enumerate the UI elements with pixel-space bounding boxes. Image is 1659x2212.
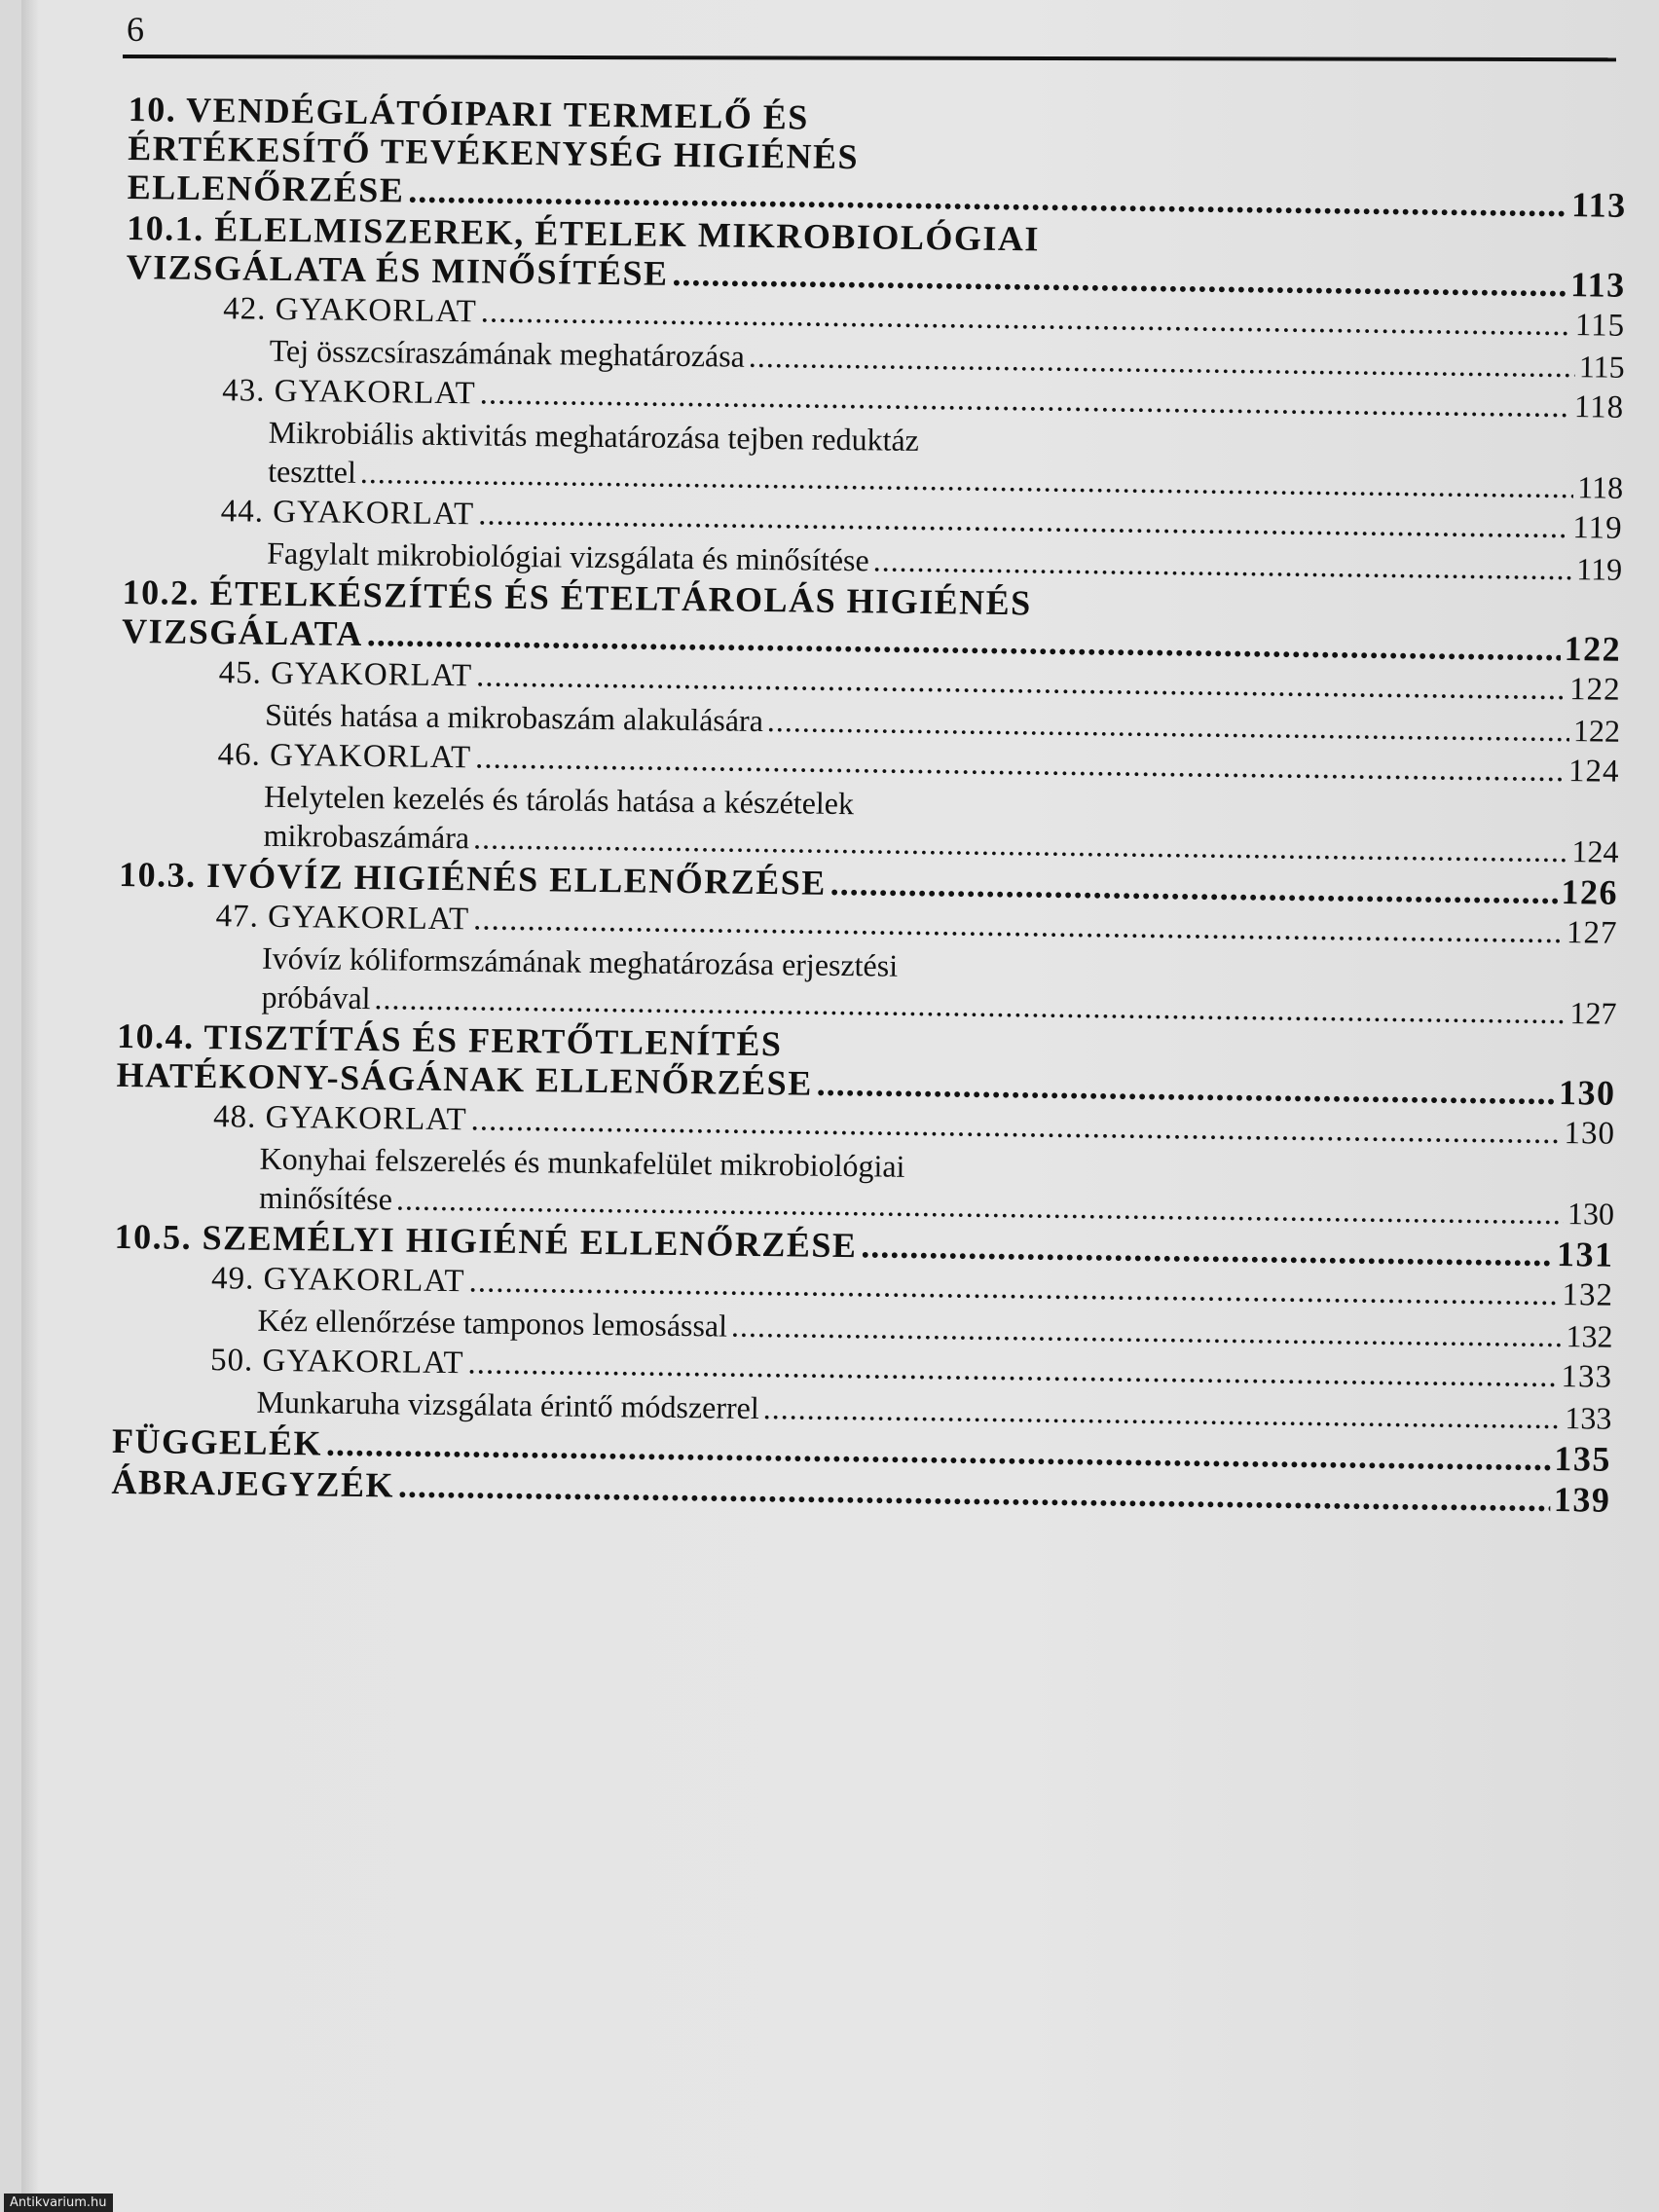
table-of-contents: [111, 90, 1628, 1522]
toc-page-number: 122: [1572, 713, 1621, 749]
toc-entry-label: 42. GYAKORLAT: [223, 291, 477, 330]
toc-text-line: Mikrobiális aktivitás meghatározása tejben reduktáz: [268, 414, 920, 458]
toc-entry-label: mikrobaszámára: [263, 817, 470, 856]
toc-page-number: 127: [1566, 915, 1618, 951]
toc-text-line: ÉRTÉKESÍTŐ TEVÉKENYSÉG HIGIÉNÉS: [128, 128, 860, 177]
toc-page-number: 113: [1569, 265, 1626, 305]
toc-page-number: 115: [1578, 349, 1625, 385]
toc-page-number: 139: [1553, 1479, 1611, 1520]
toc-page-number: 132: [1562, 1277, 1614, 1313]
toc-page-number: 132: [1566, 1318, 1613, 1354]
dot-leader: [872, 540, 1572, 588]
toc-page-number: 135: [1554, 1438, 1612, 1479]
toc-entry-label: Munkaruha vizsgálata érintő módszerrel: [256, 1383, 759, 1426]
toc-entry-label: VIZSGÁLATA: [121, 610, 364, 653]
toc-entry-label: 49. GYAKORLAT: [210, 1261, 465, 1300]
toc-text-line: 10.1. ÉLELMISZEREK, ÉTELEK MIKROBIOLÓGIAI: [127, 207, 1041, 259]
toc-entry-label: 43. GYAKORLAT: [222, 373, 476, 412]
toc-entry-label: 44. GYAKORLAT: [220, 494, 475, 533]
toc-page-number: 113: [1570, 185, 1627, 225]
toc-entry-label: 45. GYAKORLAT: [218, 655, 473, 694]
toc-text-line: 10. VENDÉGLÁTÓIPARI TERMELŐ ÉS: [128, 90, 810, 137]
toc-entry-label: 10.3. IVÓVÍZ HIGIÉNÉS ELLENŐRZÉSE: [118, 854, 828, 903]
toc-entry-label: 47. GYAKORLAT: [215, 899, 470, 938]
toc-entry-label: 46. GYAKORLAT: [217, 737, 472, 776]
toc-page-number: 126: [1561, 872, 1619, 912]
toc-text-line: Ivóvíz kóliformszámának meghatározása erjesztési: [261, 940, 899, 983]
page-number: 6: [127, 10, 144, 49]
dot-leader: [861, 1226, 1553, 1273]
toc-entry-label: Sütés hatása a mikrobaszám alakulására: [264, 696, 764, 739]
toc-entry-label: 48. GYAKORLAT: [212, 1099, 467, 1138]
toc-page-number: 130: [1567, 1196, 1615, 1232]
toc-entry-label: Tej összcsíraszámának meghatározása: [269, 332, 746, 374]
toc-page-number: 131: [1556, 1235, 1614, 1274]
toc-entry-label: ELLENŐRZÉSE: [127, 166, 405, 210]
toc-entry-label: 10.5. SZEMÉLYI HIGIÉNÉ ELLENŐRZÉSE: [114, 1216, 858, 1266]
toc-entry-label: teszttel: [268, 453, 357, 490]
toc-section: [128, 90, 1628, 225]
toc-text-line: Helytelen kezelés és tárolás hatása a készételek: [263, 778, 855, 822]
toc-page-number: 127: [1569, 995, 1617, 1031]
toc-entry-label: Kéz ellenőrzése tamponos lemosással: [257, 1302, 728, 1344]
toc-text-line: 10.4. TISZTÍTÁS ÉS FERTŐTLENÍTÉS: [116, 1015, 783, 1064]
toc-entry-label: 50. GYAKORLAT: [209, 1343, 464, 1382]
toc-entry-label: HATÉKONY-SÁGÁNAK ELLENŐRZÉSE: [116, 1054, 813, 1103]
toc-entry-label: próbával: [261, 978, 371, 1016]
watermark: Antikvarium.hu: [4, 2194, 113, 2212]
toc-entry-label: ÁBRAJEGYZÉK: [111, 1461, 395, 1505]
dot-leader: [816, 1064, 1555, 1112]
toc-page-number: 115: [1574, 308, 1626, 344]
toc-page-number: 130: [1558, 1073, 1616, 1113]
toc-entry-label: Fagylalt mikrobiológiai vizsgálata és minősítése: [266, 535, 869, 578]
toc-page-number: 133: [1565, 1400, 1612, 1436]
toc-page-number: 124: [1571, 833, 1619, 869]
toc-page-number: 119: [1576, 551, 1623, 587]
toc-text-line: Konyhai felszerelés és munkafelület mikrobiológiai: [259, 1140, 905, 1184]
toc-page-number: 119: [1572, 510, 1623, 546]
toc-page-number: 122: [1568, 672, 1621, 708]
toc-page-number: 130: [1564, 1116, 1616, 1152]
toc-entry-label: minősítése: [258, 1179, 393, 1217]
dot-leader: [830, 864, 1558, 911]
toc-page-number: 122: [1564, 629, 1622, 669]
dot-leader: [763, 1388, 1562, 1437]
toc-page-number: 118: [1577, 469, 1624, 505]
book-page: [21, 0, 1659, 2212]
header-rule: [123, 55, 1616, 61]
toc-page-number: 118: [1573, 389, 1625, 425]
toc-page-number: 133: [1561, 1359, 1613, 1395]
toc-page-number: 124: [1567, 754, 1620, 790]
toc-entry-label: VIZSGÁLATA ÉS MINŐSÍTÉSE: [126, 246, 669, 293]
toc-text-line: 10.2. ÉTELKÉSZÍTÉS ÉS ÉTELTÁROLÁS HIGIÉNÉS: [122, 571, 1032, 623]
toc-entry-label: FÜGGELÉK: [111, 1420, 323, 1463]
